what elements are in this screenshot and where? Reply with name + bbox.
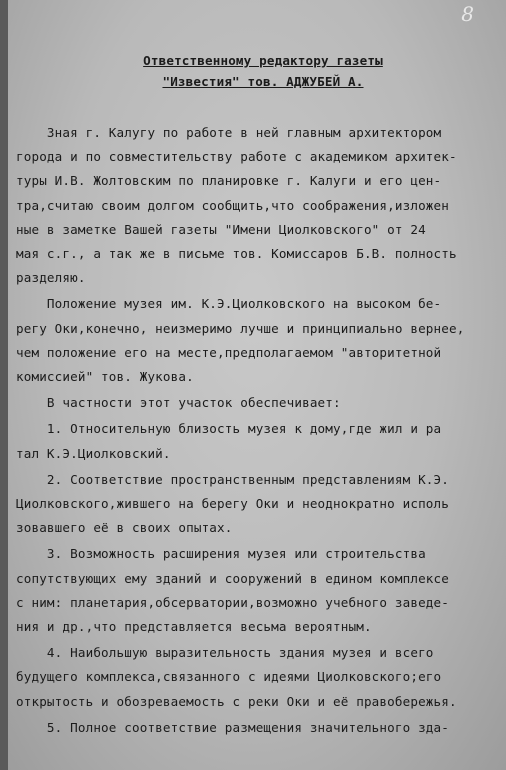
text-line: 1. Относительную близость музея к дому,где жил и ра	[16, 421, 442, 437]
paragraph	[16, 121, 504, 290]
text-line: туры И.В. Жолтовским по планировке г. Калуги и его цен-	[16, 173, 442, 189]
text-line: ния и др.,что представляется весьма вероятным.	[16, 619, 372, 635]
text-line: тра,считаю своим долгом сообщить,что соображения,изложен	[16, 197, 449, 213]
text-line: мая с.г., а так же в письме тов. Комиссаров Б.В. полность	[16, 246, 457, 262]
paragraph	[16, 391, 504, 415]
paragraph	[16, 417, 504, 465]
text-line: ные в заметке Вашей газеты "Имени Циолковского" от 24	[16, 221, 426, 237]
text-line: В частности этот участок обеспечивает:	[16, 395, 341, 411]
text-line: регу Оки,конечно, неизмеримо лучше и принципиально вернее,	[16, 320, 465, 336]
paragraph	[16, 716, 504, 740]
paragraph	[16, 542, 504, 639]
letter-paragraphs	[16, 121, 504, 742]
text-line: будущего комплекса,связанного с идеями Циолковского;его	[16, 669, 442, 685]
paragraph	[16, 468, 504, 541]
text-line: сопутствующих ему зданий и сооружений в едином комплексе	[16, 570, 449, 586]
text-line: с ним: планетария,обсерватории,возможно учебного заведе-	[16, 594, 449, 610]
text-line: разделяю.	[16, 270, 86, 286]
page-number: 8	[461, 2, 474, 26]
letter-heading	[22, 50, 504, 92]
heading-line-1: Ответственному редактору газеты	[143, 53, 383, 68]
text-line: открытость и обозреваемость с реки Оки и её правобережья.	[16, 693, 457, 709]
text-line: зовавшего её в своих опытах.	[16, 520, 233, 536]
text-line: Зная г. Калугу по работе в ней главным архитектором	[16, 125, 442, 140]
text-line: 3. Возможность расширения музея или строительства	[16, 546, 426, 562]
text-line: Положение музея им. К.Э.Циолковского на высоком бе-	[16, 296, 442, 312]
text-line: 4. Наибольшую выразительность здания музея и всего	[16, 645, 434, 661]
film-edge	[0, 0, 8, 770]
heading-line-2: "Известия" тов. АДЖУБЕЙ А.	[162, 74, 364, 89]
text-line: комиссией" тов. Жукова.	[16, 369, 194, 385]
text-line: города и по совместительству работе с академиком архитек-	[16, 149, 457, 165]
letter-body	[16, 50, 504, 742]
paragraph	[16, 292, 504, 389]
text-line: 5. Полное соответствие размещения значительного зда-	[16, 719, 449, 735]
text-line: тал К.Э.Циолковский.	[16, 445, 171, 461]
text-line: 2. Соответствие пространственным представлениям К.Э.	[16, 471, 449, 487]
text-line: чем положение его на месте,предполагаемом "авторитетной	[16, 344, 442, 360]
paragraph	[16, 641, 504, 714]
text-line: Циолковского,жившего на берегу Оки и неоднократно исполь	[16, 496, 449, 512]
